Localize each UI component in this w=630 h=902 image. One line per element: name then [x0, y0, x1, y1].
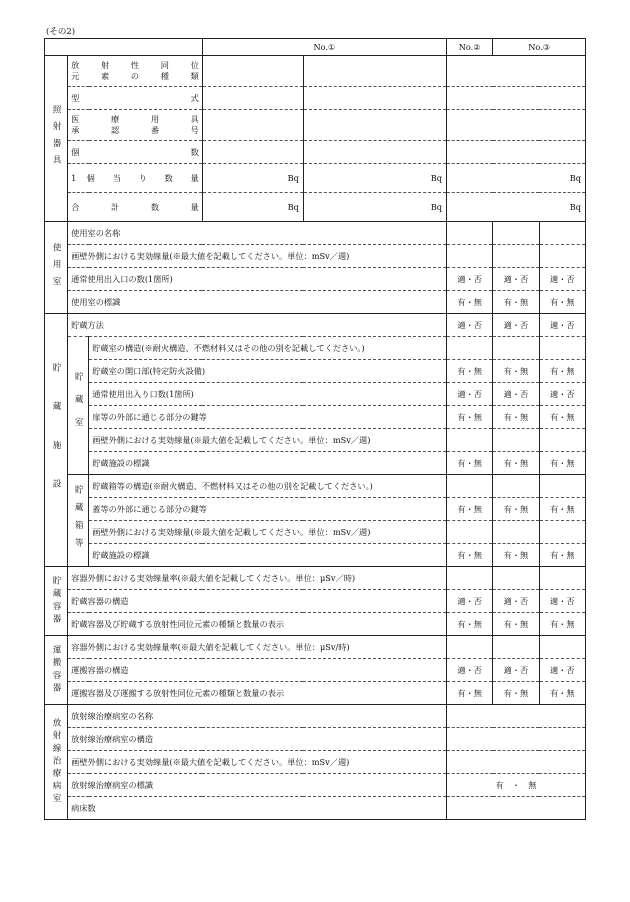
- storage-box-structure-no3[interactable]: [539, 475, 585, 498]
- usage-room-sign-no2[interactable]: 有・無: [493, 291, 539, 314]
- storage-room-opening-no1[interactable]: 有・無: [447, 360, 493, 383]
- transport-container-structure: 運搬容器の構造: [68, 659, 447, 682]
- storage-container-dose-no1[interactable]: [447, 567, 493, 590]
- usage-room-sign-no1[interactable]: 有・無: [447, 291, 493, 314]
- storage-room-dose-no2[interactable]: [493, 429, 539, 452]
- storage-container-structure: 貯蔵容器の構造: [68, 590, 447, 613]
- therapy-room-sign: 放射線治療病室の標識: [68, 774, 447, 797]
- storage-method-no2[interactable]: 適・否: [493, 314, 539, 337]
- transport-container-structure-no2[interactable]: 適・否: [493, 659, 539, 682]
- group-storage-container: 貯蔵容器: [45, 567, 68, 636]
- col-header-1: No.①: [202, 39, 446, 56]
- storage-container-label: 貯蔵容器及び貯蔵する放射性同位元素の種類と数量の表示: [68, 613, 447, 636]
- storage-box-structure: 貯蔵箱等の構造(※耐火構造、不燃材料又はその他の別を記載してください。): [89, 475, 447, 498]
- transport-container-dose-no2[interactable]: [493, 636, 539, 659]
- therapy-room-dose-value[interactable]: [447, 751, 586, 774]
- storage-container-dose-no3[interactable]: [539, 567, 585, 590]
- storage-room-lock-no1[interactable]: 有・無: [447, 406, 493, 429]
- storage-room-sign-no1[interactable]: 有・無: [447, 452, 493, 475]
- group-storage: 貯蔵施設: [45, 314, 68, 567]
- usage-room-entrances: 通常使用出入口の数(1箇所): [68, 268, 447, 291]
- irr-isotope-no2[interactable]: [303, 56, 446, 87]
- group-storage-box: 貯蔵箱等: [68, 475, 89, 567]
- transport-container-label-no1[interactable]: 有・無: [447, 682, 493, 705]
- storage-room-structure-no2[interactable]: [493, 337, 539, 360]
- group-irradiation: 照射器具: [45, 56, 68, 222]
- irr-count-no2[interactable]: [303, 141, 446, 164]
- storage-room-sign-no2[interactable]: 有・無: [493, 452, 539, 475]
- transport-container-label-no3[interactable]: 有・無: [539, 682, 585, 705]
- irr-model-no1[interactable]: [202, 87, 303, 110]
- storage-box-lock-no1[interactable]: 有・無: [447, 498, 493, 521]
- storage-room-opening-no2[interactable]: 有・無: [493, 360, 539, 383]
- therapy-room-structure-value[interactable]: [447, 728, 586, 751]
- storage-method: 貯蔵方法: [68, 314, 447, 337]
- group-storage-room: 貯蔵室: [68, 337, 89, 475]
- transport-container-dose: 容器外側における実効線量率(※最大値を記載してください。単位：μSv/時): [68, 636, 447, 659]
- storage-room-lock: 扉等の外部に通じる部分の鍵等: [89, 406, 447, 429]
- irr-approval-no3[interactable]: [447, 110, 586, 141]
- storage-room-opening: 貯蔵室の開口部(特定防火設備): [89, 360, 447, 383]
- usage-room-name: 使用室の名称: [68, 222, 447, 245]
- group-therapy-room: 放射線治療病室: [45, 705, 68, 820]
- therapy-room-name: 放射線治療病室の名称: [68, 705, 447, 728]
- storage-room-sign: 貯蔵施設の標識: [89, 452, 447, 475]
- storage-method-no1[interactable]: 適・否: [447, 314, 493, 337]
- storage-room-entrances-no3[interactable]: 適・否: [539, 383, 585, 406]
- irr-total-no2[interactable]: Bq: [303, 193, 446, 222]
- irr-isotope-no1[interactable]: [202, 56, 303, 87]
- irr-total-no1[interactable]: Bq: [202, 193, 303, 222]
- storage-container-label-no3[interactable]: 有・無: [539, 613, 585, 636]
- transport-container-dose-no1[interactable]: [447, 636, 493, 659]
- usage-room-name-no1[interactable]: [447, 222, 493, 245]
- storage-room-structure-no3[interactable]: [539, 337, 585, 360]
- storage-container-label-no1[interactable]: 有・無: [447, 613, 493, 636]
- storage-box-dose: 画壁外側における実効線量(※最大値を記載してください。単位：mSv／週): [89, 521, 447, 544]
- storage-room-dose-no1[interactable]: [447, 429, 493, 452]
- transport-container-structure-no1[interactable]: 適・否: [447, 659, 493, 682]
- usage-room-dose-no2[interactable]: [493, 245, 539, 268]
- irr-approval-no1[interactable]: [202, 110, 303, 141]
- irr-row-count: 個 数: [68, 141, 203, 164]
- irr-total-no3[interactable]: Bq: [447, 193, 586, 222]
- usage-room-entrances-no3[interactable]: 適・否: [539, 268, 585, 291]
- usage-room-dose-no3[interactable]: [539, 245, 585, 268]
- group-transport-container: 運搬容器: [45, 636, 68, 705]
- irr-isotope-no3[interactable]: [447, 56, 586, 87]
- storage-box-lock-no3[interactable]: 有・無: [539, 498, 585, 521]
- irr-model-no2[interactable]: [303, 87, 446, 110]
- irr-row-total: 合 計 数 量: [68, 193, 203, 222]
- usage-room-sign-no3[interactable]: 有・無: [539, 291, 585, 314]
- irr-per-unit-no3[interactable]: Bq: [447, 164, 586, 193]
- usage-room-dose-no1[interactable]: [447, 245, 493, 268]
- storage-container-structure-no3[interactable]: 適・否: [539, 590, 585, 613]
- group-usage-room: 使用室: [45, 222, 68, 314]
- storage-box-structure-no2[interactable]: [493, 475, 539, 498]
- storage-room-lock-no3[interactable]: 有・無: [539, 406, 585, 429]
- transport-container-label: 運搬容器及び運搬する放射性同位元素の種類と数量の表示: [68, 682, 447, 705]
- irr-per-unit-no2[interactable]: Bq: [303, 164, 446, 193]
- irr-row-approval: 医療用具 承認番号: [68, 110, 203, 141]
- irr-per-unit-no1[interactable]: Bq: [202, 164, 303, 193]
- irr-row-isotope: 放射性同位 元素の種類: [68, 56, 203, 87]
- storage-container-dose: 容器外側における実効線量率(※最大値を記載してください。単位：μSv／時): [68, 567, 447, 590]
- irr-count-no3[interactable]: [447, 141, 586, 164]
- storage-box-structure-no1[interactable]: [447, 475, 493, 498]
- transport-container-dose-no3[interactable]: [539, 636, 585, 659]
- col-header-3: No.③: [493, 39, 586, 56]
- irr-model-no3[interactable]: [447, 87, 586, 110]
- irr-approval-no2[interactable]: [303, 110, 446, 141]
- transport-container-label-no2[interactable]: 有・無: [493, 682, 539, 705]
- storage-container-dose-no2[interactable]: [493, 567, 539, 590]
- storage-room-dose-no3[interactable]: [539, 429, 585, 452]
- col-header-2: No.②: [447, 39, 493, 56]
- storage-room-dose: 画壁外側における実効線量(※最大値を記載してください。単位：mSv／週): [89, 429, 447, 452]
- therapy-room-structure: 放射線治療病室の構造: [68, 728, 447, 751]
- therapy-room-name-value[interactable]: [447, 705, 586, 728]
- storage-room-entrances-no2[interactable]: 適・否: [493, 383, 539, 406]
- storage-box-dose-no3[interactable]: [539, 521, 585, 544]
- storage-box-lock: 蓋等の外部に通じる部分の鍵等: [89, 498, 447, 521]
- storage-room-entrances: 通常使用出入り口数(1箇所): [89, 383, 447, 406]
- inspection-form-table: [44, 38, 586, 820]
- storage-box-dose-no1[interactable]: [447, 521, 493, 544]
- page-label: (その2): [46, 27, 76, 37]
- storage-box-sign-no2[interactable]: 有・無: [493, 544, 539, 567]
- transport-container-structure-no3[interactable]: 適・否: [539, 659, 585, 682]
- therapy-room-dose: 画壁外側における実効線量(※最大値を記載してください。単位：mSv／週): [68, 751, 447, 774]
- irr-count-no1[interactable]: [202, 141, 303, 164]
- storage-box-sign-no1[interactable]: 有・無: [447, 544, 493, 567]
- header-blank: [45, 39, 203, 56]
- storage-container-label-no2[interactable]: 有・無: [493, 613, 539, 636]
- storage-container-structure-no2[interactable]: 適・否: [493, 590, 539, 613]
- storage-container-structure-no1[interactable]: 適・否: [447, 590, 493, 613]
- storage-box-sign-no3[interactable]: 有・無: [539, 544, 585, 567]
- therapy-room-beds-value[interactable]: [447, 797, 586, 820]
- usage-room-name-no3[interactable]: [539, 222, 585, 245]
- usage-room-entrances-no1[interactable]: 適・否: [447, 268, 493, 291]
- usage-room-entrances-no2[interactable]: 適・否: [493, 268, 539, 291]
- usage-room-sign: 使用室の標識: [68, 291, 447, 314]
- storage-room-sign-no3[interactable]: 有・無: [539, 452, 585, 475]
- storage-room-opening-no3[interactable]: 有・無: [539, 360, 585, 383]
- storage-method-no3[interactable]: 適・否: [539, 314, 585, 337]
- storage-room-structure-no1[interactable]: [447, 337, 493, 360]
- storage-room-structure: 貯蔵室の構造(※耐火構造、不燃材料又はその他の別を記載してください。): [89, 337, 447, 360]
- storage-box-sign: 貯蔵施設の標識: [89, 544, 447, 567]
- therapy-room-beds: 病床数: [68, 797, 447, 820]
- therapy-room-sign-value[interactable]: 有 ・ 無: [447, 774, 586, 797]
- storage-room-entrances-no1[interactable]: 適・否: [447, 383, 493, 406]
- storage-box-lock-no2[interactable]: 有・無: [493, 498, 539, 521]
- irr-row-per-unit: 1 個 当 り 数 量: [68, 164, 203, 193]
- storage-room-lock-no2[interactable]: 有・無: [493, 406, 539, 429]
- usage-room-name-no2[interactable]: [493, 222, 539, 245]
- irr-row-model: 型 式: [68, 87, 203, 110]
- storage-box-dose-no2[interactable]: [493, 521, 539, 544]
- usage-room-dose: 画壁外側における実効線量(※最大値を記載してください。単位：mSv／週): [68, 245, 447, 268]
